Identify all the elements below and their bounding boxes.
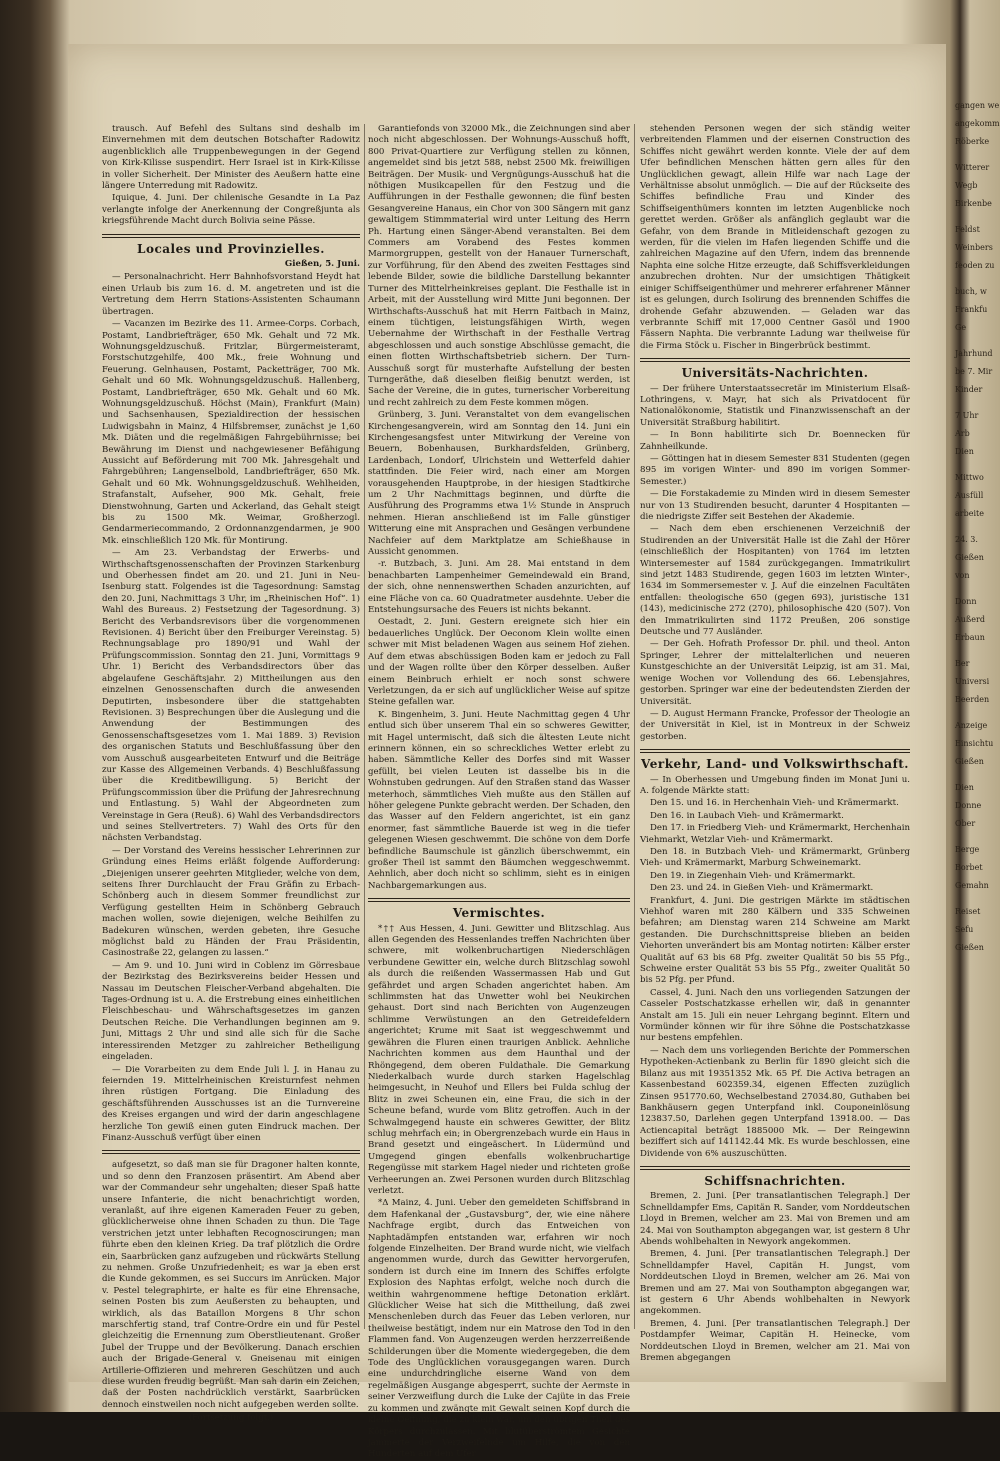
strip-fragment: 24. 3.: [955, 535, 978, 544]
dateline: Gießen, 5. Juni.: [284, 259, 360, 270]
market-item: Den 15. und 16. in Herchenhain Vieh- und Krämermarkt.: [650, 798, 899, 809]
strip-fragment: Mittwo: [955, 473, 984, 482]
strip-fragment: Beerden: [955, 695, 990, 704]
strip-fragment: Außerd: [955, 615, 985, 624]
newspaper-page: [68, 44, 946, 1460]
article-paragraph: Grünberg, 3. Juni. Veranstaltet von dem evangelischen Kirchengesangverein, wird am Sonntag den 14. Juni ein Kirchengesangsfest unter Mitwirkung der Vereine von Beuern, Bobenhausen, Burkhardsfelden, Grünberg, Lardenbach, Londorf, Ulrichstein und Wetterfeld dahier stattfinden. Die Feier wird, nach einer am Morgen vorausgehenden Hauptprobe, in der hiesigen Stadtkirche um 2 Uhr Nachmittags beginnen, und dürfte die Ausführung des Programms etwa 1½ Stunde in Anspruch nehmen. Hieran anschließend ist im Falle günstiger Witterung eine mit Ansprachen und Gesängen verbundene Nachfeier auf dem Marktplatze am Schießhause in Aussicht genommen.: [368, 410, 630, 558]
article-paragraph: — Personalnachricht. Herr Bahnhofsvorstand Heydt hat einen Urlaub bis zum 16. d. M. angetreten und ist die Vertretung dem Herrn Stations-Assistenten Schaumann übertragen.: [102, 272, 360, 317]
news-item: Bremen, 2. Juni. [Per transatlantischen Telegraph.] Der Schnelldampfer Ems, Capitän R. Sander, vom Norddeutschen Lloyd in Bremen, welcher am 23. Mai von Bremen und am 24. Mai von Southampton abgegangen war, ist gestern 8 Uhr Abends wohlbehalten in Newyork angekommen.: [640, 1191, 910, 1247]
strip-fragment: Witterer: [955, 163, 990, 172]
column-rule: [634, 124, 635, 1329]
strip-fragment: angekomm: [955, 119, 1000, 128]
strip-fragment: Frankfu: [955, 305, 988, 314]
strip-fragment: Dien: [955, 783, 974, 792]
article-paragraph: — Vacanzen im Bezirke des 11. Armee-Corps. Corbach, Postamt, Landbriefträger, 650 Mk. Gehalt und 72 Mk. Wohnungsgeldzuschuß. Fritzlar, Bürgermeisteramt, Forstschutzgehilfe, 400 Mk., freie Wohnung und Feuerung. Gelnhausen, Postamt, Packetträger, 700 Mk. Gehalt und 60 Mk. Wohnungsgeldzuschuß. Hallenberg, Postamt, Landbriefträger, 650 Mk. Gehalt und 60 Mk. Wohnungsgeldzuschuß. Höchst (Main), Frankfurt (Main) und Sachsenhausen, Spezialdirection der hessischen Ludwigsbahn in Mainz, 4 Hilfsbremser, zunächst je 1,60 Mk. Diäten und die regelmäßigen Fahrgebührnisse; bei Bewährung im Dienst und nachgewiesener Befähigung Aussicht auf Beförderung mit 700 Mk. Jahresgehalt und Fahrgebühren; Langenselbold, Landbriefträger, 650 Mk. Gehalt und 60 Mk. Wohnungsgeldzuschuß. Wehlheiden, Strafanstalt, Aufseher, 900 Mk. Gehalt, freie Dienstwohnung, Garten und Ackerland, das Gehalt steigt bis zu 1500 Mk. Weimar, Großherzogl. Gendarmeriecommando, 2 Ordonnanzgendarmen, je 900 Mk. einschließlich 120 Mk. für Montirung.: [102, 319, 360, 546]
feuilleton-text: aufgesetzt, so daß man sie für Dragoner halten konnte, und so denn den Franzosen präsentirt. Am Abend aber war der Commandeur sehr ungehalten; dieser Spaß hatte unsere Infanterie, die nicht benachrichtigt worden, veranlaßt, auf ihre eigenen Kameraden Feuer zu geben, glücklicherweise ohne ihnen Schaden zu thun. Die Tage verstrichen jetzt unter lebhaften Recognoscirungen; man führte eben den kleinen Krieg. Da traf plötzlich die Ordre ein, Saarbrücken ganz aufzugeben und rückwärts Stellung zu nehmen. Große Unzufriedenheit; es war ja eben erst die Kunde gekommen, es sei Succurs im Anrücken. Major v. Pestel telegraphirte, er halte es für eine Ehrensache, seinen Posten bis zum Aeußersten zu behaupten, und wirklich, als das Bataillon Morgens 8 Uhr schon marschfertig stand, traf Contre-Ordre ein und für Pestel gleichzeitig die Ernennung zum Oberstlieutenant. Großer Jubel der Truppe und der Bevölkerung. Danach erschien auch der Brigade-General v. Gneisenau mit einigen Artillerie-Offizieren und mehreren Geschützen und auch diese wurden freudig begrüßt. Man sah darin ein Zeichen, daß der Posten nachdrücklich verstärkt, Saarbrücken dennoch einstweilen noch nicht aufgegeben werden sollte.: [102, 1160, 360, 1410]
article-paragraph: — Der Vorstand des Vereins hessischer Lehrerinnen zur Gründung eines Heims erläßt folgende Aufforderung: „Diejenigen unserer geehrten Mitglieder, welche von dem, seitens Ihrer Durchlaucht der Frau Gräfin zu Erbach-Schönberg auch in diesem Sommer freundlichst zur Verfügung gestellten Heim in Schönberg Gebrauch machen wollen, sowie diejenigen, welche Beihilfen zu Badekuren wünschen, werden gebeten, ihre Gesuche möglichst bald zu Händen der Frau Präsidentin, Casinostraße 22, gelangen zu lassen.“: [102, 845, 360, 959]
article-paragraph: K. Bingenheim, 3. Juni. Heute Nachmittag gegen 4 Uhr entlud sich über unserem Thal ein so schweres Gewitter, mit Hagel untermischt, daß sich die ältesten Leute nicht erinnern können, ein so schreckliches Wetter erlebt zu haben. Sämmtliche Keller des Dorfes sind mit Wasser gefüllt, bei vielen Leuten ist dasselbe bis in die Wohnstuben gedrungen. Auf den Straßen stand das Wasser meterhoch, sämmtliches Vieh mußte aus den Ställen auf höher gelegene Punkte gebracht werden. Der Schaden, den das Wasser auf den Feldern angerichtet, ist ein ganz enormer, fast sämmtliche Bauerde ist weg in die tiefer gelegenen Wiesen geschwemmt. Die schöne von dem Dorfe befindliche Baumschule ist gänzlich überschwemmt, ein großer Theil ist sammt den Bäumchen weggeschwemmt. Aehnlich, aber doch nicht so schlimm, sieht es in einigen Nachbargemarkungen aus.: [368, 709, 630, 891]
article-paragraph: *†† Aus Hessen, 4. Juni. Gewitter und Blitzschlag. Aus allen Gegenden des Hessenlandes treffen Nachrichten über schwere, mit wolkenbruchartigen Niederschlägen verbundene Gewitter ein, welche durch Blitzschlag sowohl als durch die reißenden Wassermassen Hab und Gut gefährdet und argen Schaden angerichtet haben. Am schlimmsten hat das Unwetter wohl bei Neukirchen gehaust. Dort sind nach Berichten von Augenzeugen schlimme Verwüstungen an den Getreidefeldern angerichtet; Krume mit Saat ist weggeschwemmt und gewähren die Fluren einen traurigen Anblick. Aehnliche Nachrichten kommen aus dem Haunthal und der Rhöngegend, dem oberen Fuldathale. Die Gemarkung Niederkalbach wurde durch starken Hagelschlag heimgesucht, in Neuhof und Ellers bei Fulda schlug der Blitz in zwei Scheunen ein, eine Frau, die sich in der Scheune befand, wurde vom Blitz getroffen. Auch in der Schwalmgegend hauste ein schweres Gewitter, der Blitz schlug mehrfach ein; in Obergrenzebach wurde ein Haus in Brand gesetzt und eingeäschert. In Lüdermünd und Umgegend gingen ebenfalls wolkenbruchartige Regengüsse mit starkem Hagel nieder und richteten große Verheerungen an. Zwei Personen wurden durch Blitzschlag verletzt.: [368, 923, 630, 1196]
section-heading-vermischtes: Vermischtes.: [452, 906, 546, 921]
strip-fragment: Dien: [955, 447, 974, 456]
news-item: — Die Forstakademie zu Minden wird in diesem Semester nur von 13 Studirenden besucht, darunter 4 Hospitanten — die niedrigste Ziffer seit Bestehen der Akademie.: [640, 489, 910, 522]
news-item: — Nach dem eben erschienenen Verzeichniß der Studirenden an der Universität Halle ist die Zahl der Hörer (einschließlich der Hospitanten) von 1764 im letzten Wintersemester auf 1584 zurückgegangen. Immatrikulirt sind jetzt 1483 Studirende, gegen 1603 im letzten Winter-, 1634 im Sommersemester v. J. Auf die einzelnen Facultäten entfallen: theologische 650 (gegen 693), juristische 131 (143), medicinische 272 (270), philosophische 420 (507). Von den Immatrikulirten sind 1172 Preußen, 206 sonstige Deutsche und 77 Ausländer.: [640, 524, 910, 638]
strip-fragment: arbeite: [955, 509, 984, 518]
strip-fragment: Röberke: [955, 137, 990, 146]
article-paragraph: — Die Vorarbeiten zu dem Ende Juli l. J. in Hanau zu feiernden 19. Mittelrheinischen Kreisturnfest nehmen ihren rüstigen Fortgang. Die Einladung des geschäftsführenden Ausschusses ist an die Turnvereine des Kreises ergangen und wird der darin angeschlagene herzliche Ton gewiß einen guten Eindruck machen. Der Finanz-Ausschuß verfügt über einen: [102, 1064, 360, 1143]
strip-fragment: Birkenbe: [955, 199, 992, 208]
markets-intro: — In Oberhessen und Umgebung finden im Monat Juni u. A. folgende Märkte statt:: [640, 774, 910, 796]
divider: [640, 749, 910, 753]
strip-fragment: Weinbers: [955, 243, 993, 252]
divider: [102, 234, 360, 238]
strip-fragment: Wegb: [955, 181, 978, 190]
strip-fragment: Berge: [955, 845, 980, 854]
article-paragraph: stehenden Personen wegen der sich ständig weiter verbreitenden Flammen und der eisernen Construction des Schiffes nicht gewährt werden konnte. Viele der auf dem Ufer befindlichen Menschen hätten gern alles für den Unglücklichen gewagt, allein Hilfe war nach Lage der Verhältnisse absolut unmöglich. — Die auf der Rückseite des Schiffes befindliche Frau und Kinder des Schiffseigenthümers konnten im letzten Augenblicke noch gerettet werden. Größer als anfänglich geglaubt war die Gefahr, von dem Brande in Mitleidenschaft gezogen zu werden, für die vielen im Hafen liegenden Schiffe und die zahlreichen Magazine auf den Ufern, indem das brennende Naphta eine solche Hitze erzeugte, daß Schiffsverkleidungen anzubrechen drohten. Nur der umsichtigen Thätigkeit einiger Schiffseigenthümer und mehrerer erfahrener Männer ist es gelungen, durch Isolirung des brennenden Schiffes die drohende Gefahr abzuwenden. — Geladen war das verbrannte Schiff mit 17,000 Centner Gasöl und 1900 Fässern Naphta. Die verbrannte Ladung war theilweise für die Firma Stöck u. Fischer in Bingerbrück bestimmt.: [640, 124, 910, 351]
strip-fragment: Borbet: [955, 863, 983, 872]
strip-fragment: Ber: [955, 659, 970, 668]
market-item: Den 18. in Butzbach Vieh- und Krämermarkt, Grünberg Vieh- und Krämermarkt, Marburg Schweinemarkt.: [640, 846, 910, 869]
strip-fragment: Donn: [955, 597, 977, 606]
article-paragraph: — Am 9. und 10. Juni wird in Coblenz im Görresbaue der Bezirkstag des Bezirksvereins beider Hessen und Nassau im Deutschen Fleischer-Verband abgehalten. Die Tages-Ordnung ist u. A. die Erstrebung eines einheitlichen Fleischbeschau- und Währschaftsgesetzes im ganzen Deutschen Reiche. Die Verhandlungen beginnen am 9. Juni, Mittags 2 Uhr und sind alle sich für die Sache interessirenden Metzger zu zahlreicher Betheiligung eingeladen.: [102, 960, 360, 1063]
article-paragraph: Garantiefonds von 32000 Mk., die Zeichnungen sind aber noch nicht abgeschlossen. Der Wohnungs-Ausschuß hofft, 800 Privat-Quartiere zur Verfügung stellen zu können, angemeldet sind bis jetzt 588, nebst 2500 Mk. freiwilligen Beiträgen. Der Musik- und Vergnügungs-Ausschuß hat die nöthigen Musikcapellen für den Festzug und die Aufführungen in der Festhalle gewonnen; die fünf besten Gesangvereine Hanaus, ein Chor von 300 Sängern mit ganz gewaltigem Stimmmaterial wird unter Leitung des Herrn Ph. Hartung einen Sänger-Abend veranstalten. Bei dem Commers am Vorabend des Festes kommen Marmorgruppen, gestellt von der Hanauer Turnerschaft, zur Vorführung, für den Abend des zweiten Festtages sind lebende Bilder, sowie die bildliche Darstellung bekannter Turner des Mittelrheinkreises geplant. Die Festhalle ist in Arbeit, mit der Ausstellung wird Mitte Juni begonnen. Der Wirthschafts-Ausschuß hat mit Herrn Faitbach in Mainz, einem tüchtigen, leistungsfähigen Wirth, wegen Uebernahme der Wirthschaft in der Festhalle Vertrag abgeschlossen und auch sonstige Abschlüsse gemacht, die einen flotten Wirthschaftsbetrieb sichern. Der Turn-Ausschuß sorgt für musterhafte Aufstellung der besten Turngeräthe, daß dieselben fleißig benutzt werden, ist Sache der Vereine, die in gutes, turnerischer Vorbereitung und recht zahlreich zu dem Feste kommen mögen.: [368, 124, 630, 408]
strip-fragment: von: [955, 571, 970, 580]
news-item: — Nach dem uns vorliegenden Berichte der Pommerschen Hypotheken-Actienbank zu Berlin für 1890 gleicht sich die Bilanz aus mit 19351352 Mk. 65 Pf. Die Activa betragen an Kassenbestand 602359.34, eigenen Effecten zuzüglich Zinsen 951770.60, Wechselbestand 27034.80, Guthaben bei Bankhäusern gegen Unterpfand inkl. Couponeinlösung 123837.50, Darlehen gegen Unterpfand 13918.00. — Das Actiencapital beträgt 1885000 Mk. — Der Reingewinn beziffert sich auf 141142.44 Mk. Es wurde beschlossen, eine Dividende von 6% auszuschütten.: [640, 1045, 910, 1159]
strip-fragment: Feldst: [955, 225, 980, 234]
strip-fragment: Ausfüll: [955, 491, 984, 500]
divider: [640, 1166, 910, 1170]
strip-fragment: Universi: [955, 677, 990, 686]
continuation-note: (Fortsetzung folgt.): [188, 1413, 274, 1424]
strip-fragment: Erbaun: [955, 633, 985, 642]
section-heading-locales: Locales und Provinzielles.: [137, 241, 325, 256]
article-paragraph: Oestadt, 2. Juni. Gestern ereignete sich hier ein bedauerliches Unglück. Der Oeconom Klein wollte einen schwer mit Mist beladenen Wagen aus seinem Hof ziehen. Auf dem etwas abschüssigen Boden kam er jedoch zu Fall und der Wagen rollte über den Körper desselben. Außer einem Beinbruch erhielt er noch sonst schwere Verletzungen, da er sich auf unglücklicher Weise auf spitze Steine gefallen war.: [368, 617, 630, 708]
article-paragraph: — Am 23. Verbandstag der Erwerbs- und Wirthschaftsgenossenschaften der Provinzen Starkenburg und Oberhessen findet am 20. und 21. Juni in Neu-Isenburg statt. Folgendes ist die Tagesordnung: Samstag den 20. Juni, Nachmittags 3 Uhr, im „Rheinischen Hof“. 1) Wahl des Bureaus. 2) Festsetzung der Tagesordnung. 3) Bericht des Verbandsrevisors über die vorgenommenen Revisionen. 4) Bericht über den Freiburger Vereinstag. 5) Rechnungsablage pro 1890/91 und Wahl der Prüfungscommission. Sonntag den 21. Juni, Vormittags 9 Uhr. 1) Bericht des Verbandsdirectors über das abgelaufene Geschäftsjahr. 2) Mittheilungen aus den einzelnen Genossenschaften durch die anwesenden Deputirten, insbesondere über die stattgehabten Revisionen. 3) Besprechungen über die Auslegung und die Anwendung der Bestimmungen des Genossenschaftsgesetzes vom 1. Mai 1889. 3) Revision des organischen Statuts und Beschlußfassung über den vom Ausschuß ausgearbeiteten Entwurf und die Beiträge zur Kasse des Allgemeinen Verbands. 4) Beschlußfassung über die Kreditbewilligung. 5) Bericht der Prüfungscommission über die Prüfung der Jahresrechnung und Entlastung. 5) Wahl der Abgeordneten zum Vereinstage in Gera (Reuß). 6) Wahl des Verbandsdirectors und seines Stellvertreters. 7) Wahl des Orts für den nächsten Verbandstag.: [102, 548, 360, 844]
divider: [102, 1150, 360, 1154]
news-item: Bremen, 4. Juni. [Per transatlantischen Telegraph.] Der Schnelldampfer Havel, Capitän H. Jungst, vom Norddeutschen Lloyd in Bremen, welcher am 26. Mai von Bremen und am 27. Mai von Southampton abgegangen war, ist gestern 6 Uhr Abends wohlbehalten in Newyork angekommen.: [640, 1249, 910, 1317]
article-paragraph: -r. Butzbach, 3. Juni. Am 28. Mai entstand in dem benachbarten Lampenheimer Gemeindewald ein Brand, der sich, ohne nennenswerthen Schaden anzurichten, auf eine Fläche von ca. 60 Quadratmeter ausdehnte. Ueber die Entstehungsursache des Feuers ist nichts bekannt.: [368, 559, 630, 616]
news-item: Bremen, 4. Juni. [Per transatlantischen Telegraph.] Der Postdampfer Weimar, Capitän H. Heinecke, vom Norddeutschen Lloyd in Bremen, welcher am 21. Mai von Bremen abgegangen: [640, 1318, 910, 1364]
adjacent-page-strip: [955, 100, 1000, 1380]
section-heading-universitaet: Universitäts-Nachrichten.: [681, 366, 869, 381]
strip-fragment: Anzeige: [955, 721, 988, 730]
strip-fragment: Arb: [955, 429, 970, 438]
strip-fragment: 7 Uhr: [955, 411, 979, 420]
section-heading-schiffe: Schiffsnachrichten.: [704, 1173, 846, 1188]
market-item: Den 19. in Ziegenhain Vieh- und Krämermarkt.: [650, 870, 856, 881]
strip-fragment: Gießen: [955, 553, 984, 562]
divider: [640, 358, 910, 362]
column-2: [368, 124, 630, 1460]
strip-fragment: feoden zu: [955, 261, 995, 270]
article-intro: trausch. Auf Befehl des Sultans sind deshalb im Einvernehmen mit dem deutschen Botschafter Radowitz augenblicklich alle Truppenbewegungen in der Gegend von Kirk-Kilisse suspendirt. Herr Israel ist in Kirk-Kilisse in voller Sicherheit. Der Minister des Aeußern hatte eine längere Unterredung mit Radowitz.: [102, 124, 360, 192]
column-3: [640, 124, 910, 1364]
strip-fragment: Gießen: [955, 943, 984, 952]
news-item: — Der frühere Unterstaatssecretär im Ministerium Elsaß-Lothringens, v. Mayr, hat sich als Privatdocent für Nationalökonomie, Statistik und Finanzwissenschaft an der Universität Straßburg habilitirt.: [640, 383, 910, 428]
strip-fragment: gangen we: [955, 101, 1000, 110]
news-item: — Göttingen hat in diesem Semester 831 Studenten (gegen 895 im vorigen Winter- und 890 im vorigen Sommer-Semester.): [640, 453, 910, 487]
strip-fragment: Sefu: [955, 925, 974, 934]
article-paragraph: *Δ Mainz, 4. Juni. Ueber den gemeldeten Schiffsbrand in dem Hafenkanal der „Gustavsburg“, der, wie eine nähere Nachfrage ergibt, durch das Entweichen von Naphtadämpfen entstanden war, erfahren wir noch folgende Einzelheiten. Der Brand wurde nicht, wie vielfach angenommen wurde, durch das Gewitter hervorgerufen, sondern ist durch eine im Innern des Schiffes erfolgte Explosion des Naphtas erfolgt, welche noch durch die weithin wahrgenommene heftige Detonation erklärt. Glücklicher Weise hat sich die Mittheilung, daß zwei Menschenleben durch das Feuer das Leben verloren, nur theilweise bestätigt, indem nur ein Matrose den Tod in den Flammen fand. Von Augenzeugen werden herzzerreißende Schilderungen über die Momente wiedergegeben, die dem Tode des Unglücklichen vorausgegangen waren. Durch eine undurchdringliche eiserne Wand von dem regelmäßigen Ausgange abgesperrt, suchte der Aermste in seiner Verzweiflung durch die Luke der Cajüte in das Freie zu kommen und zwängte mit Gewalt seinen Kopf durch die kleine Oeffnung, die zu klein war, um den übrigen Theil des Körpers durchzulassen. Mit blutüberströmtem Gesichte jammerte der Verzweifelnde um Hilfe, die von den Hunderten auf dem Ufer: [368, 1198, 630, 1460]
article-iquique: Iquique, 4. Juni. Der chilenische Gesandte in La Paz verlangte infolge der Anerkennung der Congreßjunta als kriegsführende Macht durch Bolivia seine Pässe.: [102, 193, 360, 227]
strip-fragment: Gießen: [955, 757, 984, 766]
strip-fragment: Ober: [955, 819, 976, 828]
divider: [368, 898, 630, 902]
section-heading-verkehr: Verkehr, Land- und Volkswirthschaft.: [641, 757, 909, 772]
strip-fragment: Kinder: [955, 385, 983, 394]
strip-fragment: be 7. Mir: [955, 367, 993, 376]
news-item: — Der Geh. Hofrath Professor Dr. phil. und theol. Anton Springer, Lehrer der mittelalterlichen und neueren Kunstgeschichte an der Universität Leipzig, ist am 31. Mai, wenige Wochen vor Vollendung des 66. Lebensjahres, gestorben. Springer war eine der bedeutendsten Zierden der Universität.: [640, 639, 910, 707]
news-item: — D. August Hermann Francke, Professor der Theologie an der Universität in Kiel, ist in Montreux in der Schweiz gestorben.: [640, 708, 910, 742]
strip-fragment: buch, w: [955, 287, 987, 296]
strip-fragment: Jahrhund: [955, 349, 993, 358]
news-item: — In Bonn habilitirte sich Dr. Boennecken für Zahnheilkunde.: [640, 430, 910, 452]
market-item: Den 16. in Laubach Vieh- und Krämermarkt.: [650, 810, 844, 821]
column-1: [102, 124, 360, 1424]
strip-fragment: Reiset: [955, 907, 981, 916]
market-item: Den 23. und 24. in Gießen Vieh- und Krämermarkt.: [650, 883, 874, 894]
strip-fragment: Gemahn: [955, 881, 989, 890]
news-item: Frankfurt, 4. Juni. Die gestrigen Märkte im städtischen Viehhof waren mit 280 Kälbern und 335 Schweinen befahren; am Dienstag waren 214 Schweine am Markt gestanden. Die Durchschnittspreise blieben an beiden Viehorten unverändert bis am Montag notirten: Kälber erster Qualität auf 63 bis 68 Pfg. zweiter Qualität 50 bis 55 Pfg., Schweine erster Qualität 53 bis 55 Pfg., zweiter Qualität 50 bis 52 Pfg. per Pfund.: [640, 895, 910, 986]
column-rule: [364, 124, 365, 1329]
strip-fragment: Einsichtu: [955, 739, 994, 748]
market-item: Den 17. in Friedberg Vieh- und Krämermarkt, Herchenhain Viehmarkt, Wetzlar Vieh- und Krämermarkt.: [640, 823, 910, 845]
strip-fragment: Donne: [955, 801, 982, 810]
strip-fragment: Ge: [955, 323, 967, 332]
news-item: Cassel, 4. Juni. Nach den uns vorliegenden Satzungen der Casseler Postschatzkasse erhellen wir, daß in genannter Anstalt am 15. Juli ein neuer Lehrgang beginnt. Eltern und Vormünder können wir für ihre Söhne die Postschatzkasse nur bestens empfehlen.: [640, 987, 910, 1044]
